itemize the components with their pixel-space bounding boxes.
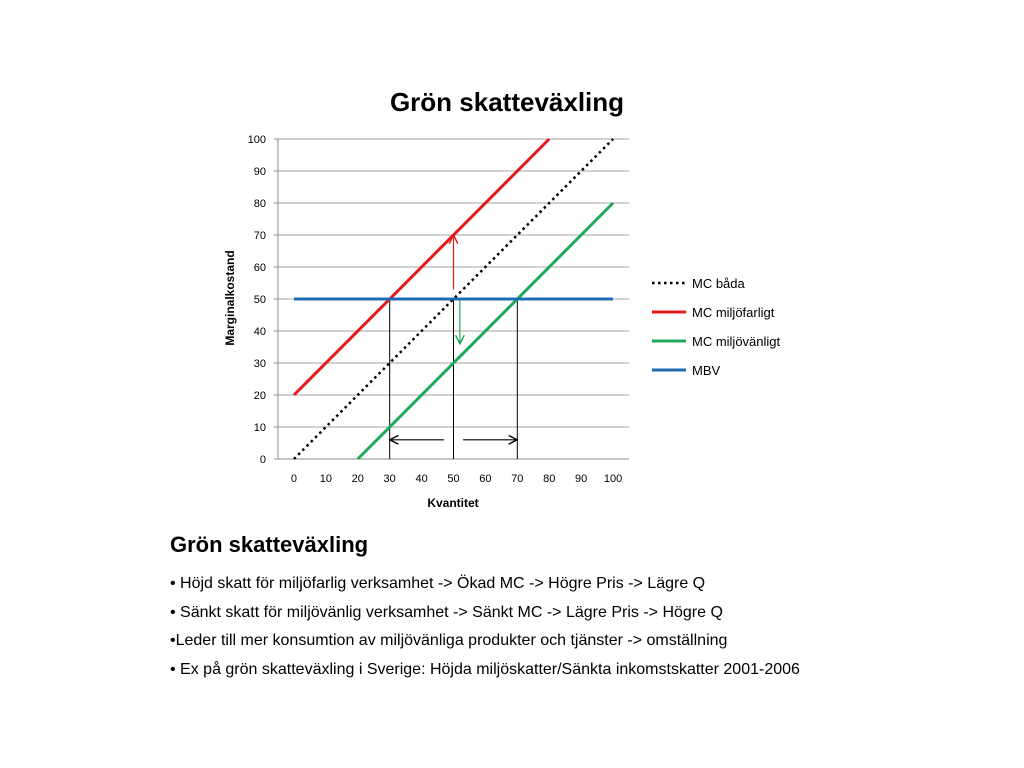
legend-label: MC båda bbox=[692, 276, 745, 291]
y-tick-label: 70 bbox=[253, 230, 266, 242]
bullet-list bbox=[170, 570, 990, 684]
y-tick-label: 0 bbox=[259, 454, 266, 466]
x-tick-label: 40 bbox=[415, 473, 428, 485]
x-tick-label: 0 bbox=[290, 473, 298, 485]
legend-label: MC miljövänligt bbox=[692, 334, 781, 349]
text-block bbox=[170, 530, 990, 684]
bullet-item: •Leder till mer konsumtion av miljövänliga produkter och tjänster -> omställning bbox=[170, 632, 728, 649]
y-tick-label: 20 bbox=[253, 390, 266, 402]
x-tick-label: 80 bbox=[543, 473, 556, 485]
x-axis-label: Kvantitet bbox=[427, 496, 479, 510]
x-tick-label: 50 bbox=[447, 473, 460, 485]
y-tick-label: 30 bbox=[253, 358, 266, 370]
y-tick-label: 80 bbox=[253, 198, 266, 210]
x-tick-label: 70 bbox=[511, 473, 524, 485]
x-tick-label: 30 bbox=[383, 473, 396, 485]
y-tick-label: 100 bbox=[247, 134, 266, 146]
chart-title: Grön skatteväxling bbox=[389, 87, 625, 117]
y-axis-label: Marginalkostand bbox=[223, 250, 237, 346]
x-tick-label: 60 bbox=[479, 473, 492, 485]
y-tick-label: 40 bbox=[253, 326, 266, 338]
y-tick-label: 50 bbox=[253, 294, 266, 306]
legend-label: MC miljöfarligt bbox=[692, 305, 775, 320]
x-tick-label: 100 bbox=[603, 473, 623, 485]
x-tick-label: 90 bbox=[575, 473, 588, 485]
bullet-item: • Ex på grön skatteväxling i Sverige: Höjda miljöskatter/Sänkta inkomstskatter 2001-2006 bbox=[170, 660, 800, 678]
y-tick-label: 60 bbox=[253, 262, 266, 274]
x-tick-label: 20 bbox=[351, 473, 364, 485]
legend-label: MBV bbox=[692, 363, 721, 378]
bullet-item: • Sänkt skatt för miljövänlig verksamhet -> Sänkt MC -> Lägre Pris -> Högre Q bbox=[170, 603, 723, 621]
x-tick-label: 10 bbox=[319, 473, 332, 485]
y-tick-label: 90 bbox=[253, 166, 266, 178]
legend bbox=[652, 276, 781, 378]
y-tick-label: 10 bbox=[253, 422, 266, 434]
section-heading: Grön skatteväxling bbox=[170, 532, 369, 557]
annotations bbox=[390, 235, 518, 459]
bullet-item: • Höjd skatt för miljöfarlig verksamhet -> Ökad MC -> Högre Pris -> Lägre Q bbox=[170, 575, 706, 592]
